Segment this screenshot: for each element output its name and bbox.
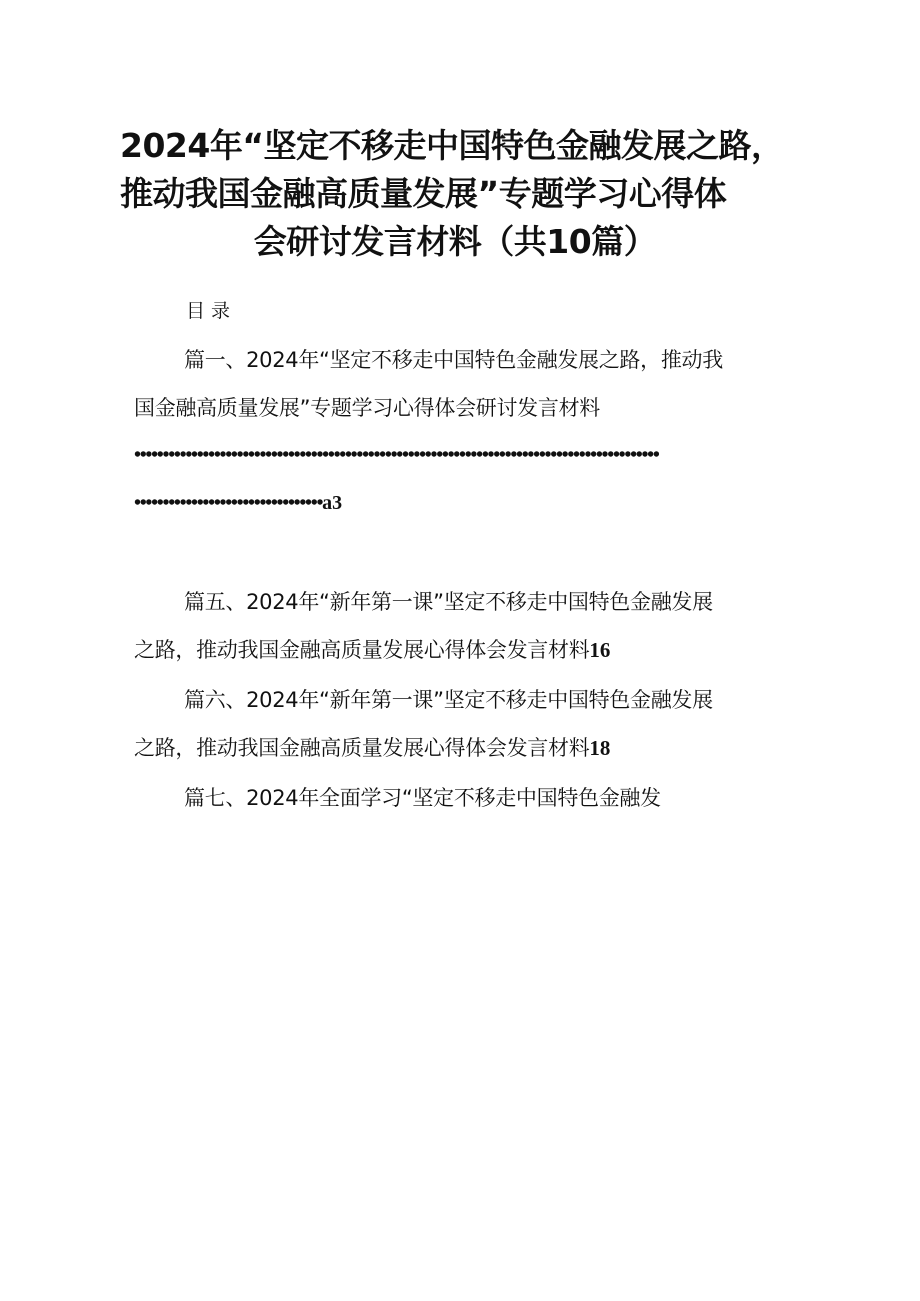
toc-entry-1-page: a3 [322, 492, 343, 514]
toc-entry-5[interactable] [134, 578, 794, 674]
title-line-3: 会研讨发言材料（共10篇） [253, 222, 657, 261]
toc-heading: 目录 [186, 300, 237, 322]
title-line-2: 推动我国金融高质量发展”专题学习心得体 [120, 174, 727, 213]
toc-leader-dots-2-text: ••••••••••••••••••••••••••••••••• [134, 492, 323, 514]
toc-entry-6-line-1: 篇六、2024年“新年第一课”坚定不移走中国特色金融发展 [184, 688, 713, 712]
toc-leader-dots-1: •••••••••••••••••••••••••••••••••••••••••••••••••••••••••••••••••••••••••••••••••••••••••••• [134, 444, 659, 466]
document-title [120, 122, 784, 266]
toc-entry-7[interactable] [134, 774, 794, 822]
toc-entry-6[interactable] [134, 676, 794, 772]
toc-entry-1-line-2: 国金融高质量发展”专题学习心得体会研讨发言材料 [134, 396, 600, 420]
toc-leader-dots-2 [134, 492, 794, 515]
toc-entry-1-line-1: 篇一、2024年“坚定不移走中国特色金融发展之路，推动我 [184, 348, 723, 372]
toc-entry-7-line-1: 篇七、2024年全面学习“坚定不移走中国特色金融发 [184, 786, 661, 810]
toc-entry-5-line-1: 篇五、2024年“新年第一课”坚定不移走中国特色金融发展 [184, 590, 713, 614]
toc-entry-6-line-2 [134, 724, 794, 772]
toc-entry-5-page: 16 [589, 638, 611, 662]
toc-entry-6-page: 18 [589, 736, 611, 760]
title-line-1: 2024年“坚定不移走中国特色金融发展之路， [120, 126, 784, 165]
toc-entry-1[interactable] [134, 336, 794, 432]
toc-entry-6-line-2-text: 之路，推动我国金融高质量发展心得体会发言材料 [134, 736, 590, 760]
toc-entry-5-line-2-text: 之路，推动我国金融高质量发展心得体会发言材料 [134, 638, 590, 662]
toc-entry-5-line-2 [134, 626, 794, 674]
